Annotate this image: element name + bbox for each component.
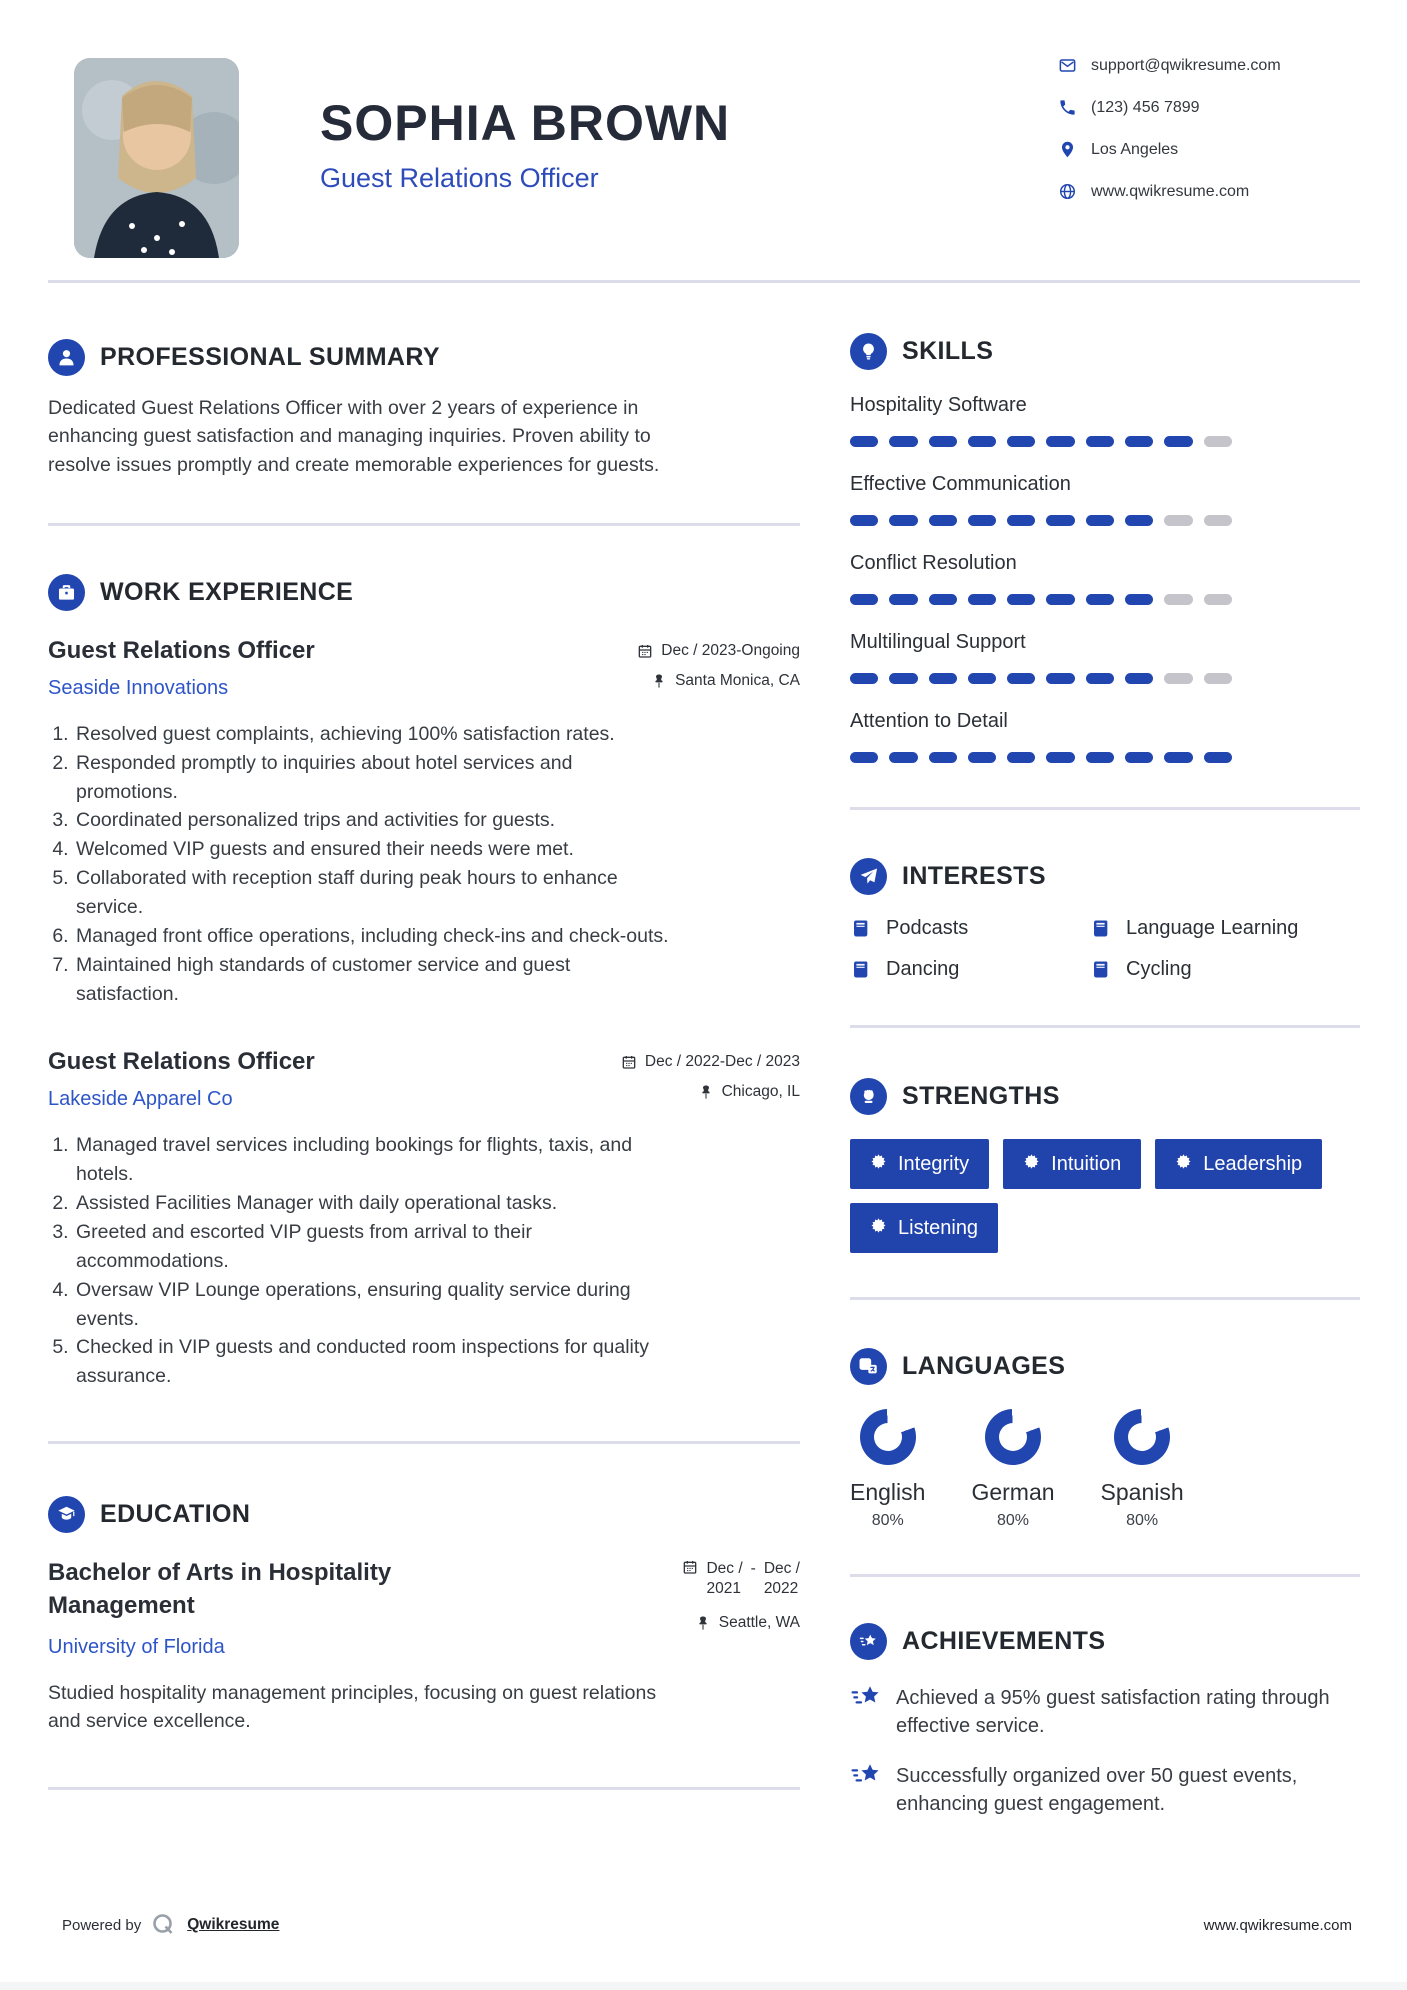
duty-item: 1. Resolved guest complaints, achieving 100% satisfaction rates. xyxy=(74,720,678,749)
skill-dash xyxy=(1125,436,1153,447)
education-heading xyxy=(48,1496,800,1533)
strengths-heading xyxy=(850,1078,1360,1115)
contact-item xyxy=(1058,98,1281,117)
skill-name: Effective Communication xyxy=(850,473,1071,495)
left-divider-2 xyxy=(48,1441,800,1444)
duty-item: 2. Responded promptly to inquiries about hotel services and promotions. xyxy=(74,749,678,807)
mail-icon xyxy=(1058,56,1077,75)
person-job-title: Guest Relations Officer xyxy=(320,163,599,193)
skill-dash xyxy=(1125,673,1153,684)
work-title: WORK EXPERIENCE xyxy=(100,577,354,606)
language-percent: 80% xyxy=(1126,1512,1159,1529)
starburst-icon xyxy=(870,1153,887,1176)
paper-plane-icon xyxy=(850,858,887,895)
skill-name: Conflict Resolution xyxy=(850,552,1017,574)
section-languages xyxy=(850,1348,1360,1530)
skills-title: SKILLS xyxy=(902,337,994,365)
globe-icon xyxy=(1058,182,1077,201)
achievements-list xyxy=(850,1684,1360,1818)
duty-item: 5. Checked in VIP guests and conducted room inspections for quality assurance. xyxy=(74,1333,678,1391)
skill-dash xyxy=(889,515,917,526)
achievement-star-icon xyxy=(850,1762,882,1790)
contact-item xyxy=(1058,140,1281,159)
job-company-link[interactable]: Lakeside Apparel Co xyxy=(48,1088,233,1111)
skill-dash xyxy=(929,436,957,447)
interests-title: INTERESTS xyxy=(902,862,1046,890)
skills-heading xyxy=(850,333,1360,370)
language-item xyxy=(971,1409,1054,1530)
skill-dash xyxy=(1086,752,1114,763)
duty-item: 3. Coordinated personalized trips and activities for guests. xyxy=(74,806,678,835)
achievement-text: Achieved a 95% guest satisfaction rating through effective service. xyxy=(896,1687,1330,1737)
right-divider-4 xyxy=(850,1574,1360,1577)
skill-dash xyxy=(1007,515,1035,526)
contact-text: support@qwikresume.com xyxy=(1091,56,1281,74)
skill-level-bar xyxy=(850,515,1232,526)
degree-name: Bachelor of Arts in Hospitality Management xyxy=(48,1559,392,1619)
skill-dash xyxy=(968,436,996,447)
skill-name: Attention to Detail xyxy=(850,710,1008,732)
interest-item xyxy=(1090,958,1360,981)
skill-dash xyxy=(1164,436,1192,447)
job-location: Chicago, IL xyxy=(698,1083,800,1101)
calendar-icon xyxy=(637,643,653,659)
skill-dash xyxy=(968,594,996,605)
skill-dash xyxy=(968,515,996,526)
job-company-link[interactable]: Seaside Innovations xyxy=(48,676,229,699)
profile-photo xyxy=(74,58,239,258)
language-donut xyxy=(1114,1409,1170,1465)
language-item xyxy=(1101,1409,1184,1530)
skill-dash xyxy=(889,673,917,684)
skill-level-bar xyxy=(850,436,1232,447)
skill-dash xyxy=(1204,673,1232,684)
skill-dash xyxy=(1086,594,1114,605)
skill-dash xyxy=(968,752,996,763)
skill-level-bar xyxy=(850,673,1232,684)
job-title: Guest Relations Officer xyxy=(48,1048,315,1076)
translate-icon xyxy=(850,1348,887,1385)
skill-dash xyxy=(1007,673,1035,684)
skill-dash xyxy=(1125,515,1153,526)
education-description: Studied hospitality management principles, focusing on guest relations and service excellence. xyxy=(48,1681,657,1733)
pushpin-icon xyxy=(698,1084,714,1100)
calendar-icon xyxy=(621,1054,637,1070)
strength-chip xyxy=(850,1203,998,1253)
skill-dash xyxy=(1046,594,1074,605)
interest-label: Language Learning xyxy=(1126,917,1299,939)
skill-dash xyxy=(850,515,878,526)
section-achievements xyxy=(850,1623,1360,1818)
languages-title: LANGUAGES xyxy=(902,1352,1066,1380)
summary-heading xyxy=(48,339,800,376)
strength-chip xyxy=(1003,1139,1141,1189)
achievement-star-icon xyxy=(850,1684,882,1712)
strength-chip xyxy=(850,1139,989,1189)
resume-header xyxy=(0,0,1407,280)
section-interests xyxy=(850,858,1360,981)
briefcase-icon xyxy=(48,574,85,611)
left-column xyxy=(48,283,800,1790)
skill-dash xyxy=(968,673,996,684)
achievement-item xyxy=(850,1684,1360,1740)
language-percent: 80% xyxy=(871,1512,904,1529)
fist-icon xyxy=(850,1078,887,1115)
lightbulb-icon xyxy=(850,333,887,370)
duty-item: 4. Welcomed VIP guests and ensured their needs were met. xyxy=(74,835,678,864)
contact-item xyxy=(1058,56,1281,75)
strengths-title: STRENGTHS xyxy=(902,1082,1060,1110)
skill-dash xyxy=(1164,752,1192,763)
shooting-star-icon xyxy=(850,1623,887,1660)
duty-item: 5. Collaborated with reception staff during peak hours to enhance service. xyxy=(74,864,678,922)
job-meta xyxy=(637,637,800,690)
skill-dash xyxy=(850,594,878,605)
footer xyxy=(0,1912,1407,1938)
skill-dash xyxy=(1164,673,1192,684)
skill-dash xyxy=(850,673,878,684)
user-icon xyxy=(48,339,85,376)
contact-list xyxy=(1058,56,1281,224)
strength-chip xyxy=(1155,1139,1322,1189)
duty-item: 6. Managed front office operations, including check-ins and check-outs. xyxy=(74,922,678,951)
contact-text: Los Angeles xyxy=(1091,140,1179,158)
skill-dash xyxy=(1164,515,1192,526)
powered-by-label: Powered by xyxy=(62,1916,142,1934)
skill-dash xyxy=(929,515,957,526)
book-icon xyxy=(1090,918,1111,939)
education-title: EDUCATION xyxy=(100,1500,251,1529)
footer-website: www.qwikresume.com xyxy=(1203,1916,1352,1934)
section-work-experience xyxy=(48,574,800,1391)
contact-item xyxy=(1058,182,1281,201)
skill-dash xyxy=(1046,515,1074,526)
right-column xyxy=(850,283,1360,1818)
duty-item: 4. Oversaw VIP Lounge operations, ensuring quality service during events. xyxy=(74,1276,678,1334)
skill-dash xyxy=(889,594,917,605)
calendar-icon xyxy=(682,1559,698,1575)
duty-item: 3. Greeted and escorted VIP guests from arrival to their accommodations. xyxy=(74,1218,678,1276)
duty-item: 7. Maintained high standards of customer service and guest satisfaction. xyxy=(74,951,678,1009)
book-icon xyxy=(850,959,871,980)
skill-dash xyxy=(1204,594,1232,605)
languages-heading xyxy=(850,1348,1360,1385)
achievements-title: ACHIEVEMENTS xyxy=(902,1627,1106,1655)
skill-item xyxy=(850,710,1360,763)
interests-heading xyxy=(850,858,1360,895)
right-divider-1 xyxy=(850,807,1360,810)
job-meta xyxy=(621,1048,800,1101)
summary-text: Dedicated Guest Relations Officer with over 2 years of experience in enhancing guest satisfaction and managing inquiries. Proven ability to resolve issues promptly and create memorable experiences for guests. xyxy=(48,397,660,476)
skill-item xyxy=(850,631,1360,684)
pushpin-icon xyxy=(651,673,667,689)
language-name: Spanish xyxy=(1100,1479,1184,1505)
interest-item xyxy=(850,917,1090,940)
job-title: Guest Relations Officer xyxy=(48,636,315,664)
skill-dash xyxy=(889,436,917,447)
job-duties-list xyxy=(48,1131,678,1391)
languages-row xyxy=(850,1409,1360,1530)
language-name: German xyxy=(971,1479,1055,1505)
strength-label: Integrity xyxy=(898,1152,970,1175)
skill-dash xyxy=(1007,752,1035,763)
skill-item xyxy=(850,394,1360,447)
job-dates: Dec / 2023-Ongoing xyxy=(637,642,800,660)
name-block xyxy=(320,96,730,194)
skill-dash xyxy=(1204,515,1232,526)
skill-dash xyxy=(850,752,878,763)
skill-dash xyxy=(929,594,957,605)
language-percent: 80% xyxy=(996,1512,1029,1529)
strength-label: Listening xyxy=(898,1216,979,1239)
right-divider-3 xyxy=(850,1297,1360,1300)
skill-dash xyxy=(929,752,957,763)
job-entry xyxy=(48,637,800,1009)
portrait-placeholder xyxy=(74,58,239,258)
summary-title: PROFESSIONAL SUMMARY xyxy=(100,343,440,371)
job-dates: Dec / 2022-Dec / 2023 xyxy=(621,1053,800,1071)
contact-text: (123) 456 7899 xyxy=(1091,98,1200,116)
section-education xyxy=(48,1496,800,1735)
duty-item: 2. Assisted Facilities Manager with daily operational tasks. xyxy=(74,1189,678,1218)
skill-dash xyxy=(929,673,957,684)
work-heading xyxy=(48,574,800,611)
skill-dash xyxy=(850,436,878,447)
section-strengths xyxy=(850,1078,1360,1253)
skill-dash xyxy=(1125,752,1153,763)
resume-body xyxy=(0,283,1407,1818)
skill-dash xyxy=(1046,752,1074,763)
interest-label: Cycling xyxy=(1126,958,1192,980)
language-donut xyxy=(985,1409,1041,1465)
skill-dash xyxy=(1086,436,1114,447)
starburst-icon xyxy=(1023,1153,1040,1176)
person-name: SOPHIA BROWN xyxy=(320,95,731,151)
skill-dash xyxy=(1204,436,1232,447)
skill-dash xyxy=(1086,673,1114,684)
bottom-strip xyxy=(0,1982,1407,1990)
job-entry xyxy=(48,1048,800,1391)
education-dates: Dec / 2021 - Dec / 2022 xyxy=(682,1559,800,1598)
book-icon xyxy=(850,918,871,939)
interest-label: Podcasts xyxy=(886,917,969,939)
right-divider-2 xyxy=(850,1025,1360,1028)
interest-label: Dancing xyxy=(886,958,960,980)
education-location: Seattle, WA xyxy=(695,1614,800,1632)
skill-dash xyxy=(1164,594,1192,605)
skill-name: Multilingual Support xyxy=(850,631,1026,653)
starburst-icon xyxy=(1175,1153,1192,1176)
skill-dash xyxy=(1204,752,1232,763)
achievement-item xyxy=(850,1762,1360,1818)
skill-dash xyxy=(1007,594,1035,605)
skill-item xyxy=(850,552,1360,605)
skills-list xyxy=(850,394,1360,763)
graduation-cap-icon xyxy=(48,1496,85,1533)
duty-item: 1. Managed travel services including bookings for flights, taxis, and hotels. xyxy=(74,1131,678,1189)
qwikresume-logo-icon xyxy=(151,1912,177,1938)
skill-item xyxy=(850,473,1360,526)
contact-text: www.qwikresume.com xyxy=(1091,182,1250,200)
strength-label: Intuition xyxy=(1051,1152,1122,1175)
language-item xyxy=(850,1409,925,1530)
location-pin-icon xyxy=(1058,140,1077,159)
skill-dash xyxy=(1086,515,1114,526)
skill-level-bar xyxy=(850,594,1232,605)
section-skills xyxy=(850,333,1360,763)
education-meta xyxy=(682,1557,800,1632)
strengths-chips xyxy=(850,1139,1360,1253)
skill-name: Hospitality Software xyxy=(850,394,1027,416)
job-location: Santa Monica, CA xyxy=(651,672,800,690)
school-link[interactable]: University of Florida xyxy=(48,1635,225,1658)
skill-dash xyxy=(1046,673,1074,684)
section-professional-summary xyxy=(48,339,800,479)
interests-grid xyxy=(850,917,1360,981)
achievement-text: Successfully organized over 50 guest events, enhancing guest engagement. xyxy=(896,1765,1298,1815)
interest-item xyxy=(850,958,1090,981)
starburst-icon xyxy=(870,1217,887,1240)
book-icon xyxy=(1090,959,1111,980)
skill-dash xyxy=(1125,594,1153,605)
job-duties-list xyxy=(48,720,678,1009)
left-divider-3 xyxy=(48,1787,800,1790)
skill-dash xyxy=(889,752,917,763)
phone-icon xyxy=(1058,98,1077,117)
qwikresume-link[interactable]: Qwikresume xyxy=(187,1916,280,1933)
skill-level-bar xyxy=(850,752,1232,763)
powered-by xyxy=(62,1912,279,1938)
left-divider-1 xyxy=(48,523,800,526)
skill-dash xyxy=(1046,436,1074,447)
achievements-heading xyxy=(850,1623,1360,1660)
interest-item xyxy=(1090,917,1360,940)
skill-dash xyxy=(1007,436,1035,447)
strength-label: Leadership xyxy=(1203,1152,1303,1175)
language-donut xyxy=(860,1409,916,1465)
pushpin-icon xyxy=(695,1615,711,1631)
language-name: English xyxy=(850,1479,926,1505)
